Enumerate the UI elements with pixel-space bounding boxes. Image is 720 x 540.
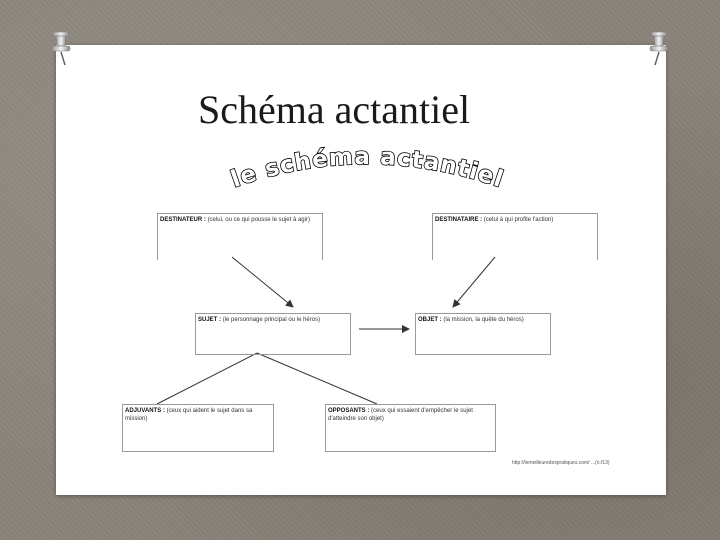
box-opposants-text: (ceux qui essaient d'empêcher le sujet d'atteindre son objet) [328,408,473,423]
box-destinataire-text: (celui à qui profite l'action) [483,217,554,223]
pushpin-icon [648,32,670,66]
box-destinataire [432,213,598,260]
box-destinataire-label: DESTINATAIRE : [435,217,483,223]
pushpin-icon [50,32,72,66]
box-objet [415,313,551,355]
box-sujet [195,313,351,355]
box-opposants-label: OPPOSANTS : [328,408,370,414]
box-destinateur [157,213,323,260]
box-destinateur-text: (celui, ou ce qui pousse le sujet à agir) [207,217,310,223]
slide-title: Schéma actantiel [198,87,471,132]
branch-line-to-adjuvants [157,353,257,404]
box-destinateur-label: DESTINATEUR : [160,217,206,223]
arrow-destinataire-to-objet [453,257,495,307]
box-sujet-label: SUJET : [198,317,222,323]
actantial-diagram [95,141,634,481]
arrow-destinateur-to-sujet [232,257,293,307]
diagram-banner: le schéma actantiel [227,143,508,194]
box-objet-text: (la mission, la quête du héros) [443,317,524,323]
branch-line-to-opposants [257,353,377,404]
box-adjuvants-text: (ceux qui aident le sujet dans sa mission) [125,408,253,423]
box-objet-label: OBJET : [418,317,442,323]
source-url: http://lemeilleuredespratiques.com/ ...(o.f13) [512,460,610,466]
box-adjuvants-label: ADJUVANTS : [125,408,165,414]
box-adjuvants [122,404,274,452]
box-opposants [325,404,496,452]
box-sujet-text: (le personnage principal ou le héros) [222,317,321,323]
